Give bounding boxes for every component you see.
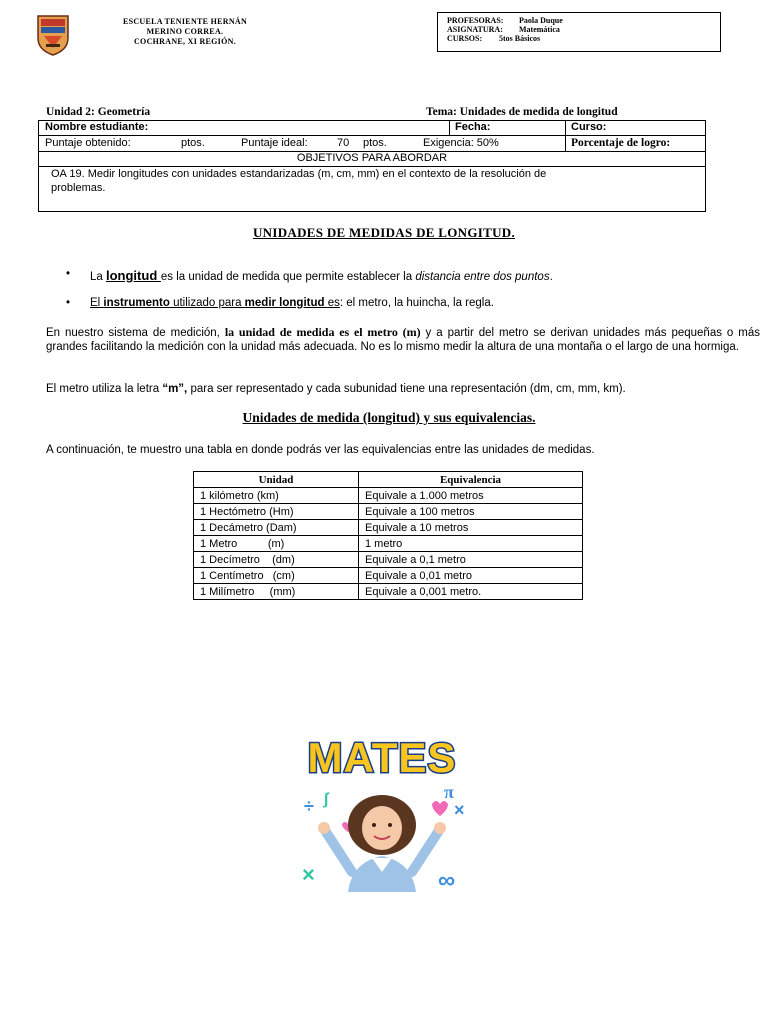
main-title: UNIDADES DE MEDIDAS DE LONGITUD. (252, 225, 516, 240)
unit-cell: 1 Metro (m) (194, 536, 359, 552)
points-unit: ptos. (363, 137, 387, 149)
table-header-row (194, 472, 583, 488)
meter-paragraph: El metro utiliza la letra “m”, para ser representado y cada subunidad tiene una representación (dm, cm, mm, km). (46, 383, 626, 395)
bullet-dot: • (66, 297, 71, 309)
ideal-score-value: 70 (337, 137, 350, 149)
student-name-label: Nombre estudiante: (45, 121, 149, 133)
equivalence-cell: Equivale a 0,01 metro (359, 568, 583, 584)
mates-illustration (282, 732, 482, 892)
course-value: 5tos Básicos (499, 34, 541, 43)
equivalence-table (193, 471, 583, 600)
table-row (194, 488, 583, 504)
header-equivalence: Equivalencia (359, 472, 583, 488)
date-label: Fecha: (455, 121, 491, 133)
table-intro: A continuación, te muestro una tabla en donde podrás ver las equivalencias entre las unidades de medidas. (46, 444, 595, 456)
equivalences-title: Unidades de medida (longitud) y sus equivalencias. (242, 410, 536, 425)
school-line: MERINO CORREA. (146, 27, 224, 36)
equivalence-cell: 1 metro (359, 536, 583, 552)
subject-value: Matemática (519, 25, 560, 34)
svg-text:∞: ∞ (438, 867, 456, 892)
unit-row (46, 106, 706, 118)
unit-cell: 1 Decámetro (Dam) (194, 520, 359, 536)
svg-text:×: × (454, 800, 465, 820)
equivalence-cell: Equivale a 10 metros (359, 520, 583, 536)
unit-label: Unidad 2: Geometría (46, 106, 151, 118)
teacher-value: Paola Duque (519, 16, 563, 25)
table-row (194, 536, 583, 552)
svg-text:×: × (302, 862, 315, 887)
table-row (194, 520, 583, 536)
student-info-table (38, 120, 706, 212)
unit-cell: 1 Milímetro (mm) (194, 584, 359, 600)
course-row (447, 34, 711, 43)
school-line: COCHRANE, XI REGIÓN. (133, 37, 236, 46)
score-obtained-label: Puntaje obtenido: (45, 137, 131, 149)
bullet-text: La longitud es la unidad de medida que permite establecer la distancia entre dos puntos. (90, 268, 553, 283)
svg-text:∫: ∫ (324, 791, 329, 808)
points-unit: ptos. (181, 137, 205, 149)
requirement-label: Exigencia: 50% (423, 137, 499, 149)
intro-paragraph: En nuestro sistema de medición, la unidad de medida es el metro (m) y a partir del metro se derivan unidades más pequeñas o más grandes facilitando la medición con la unidad más adecuada. No es lo mismo medir la altura de una montaña o el largo de una hormiga. (46, 325, 761, 353)
course-key: CURSOS: (447, 34, 483, 43)
objective-text: OA 19. Medir longitudes con unidades estandarizadas (m, cm, mm) en el contexto de la resolución de (51, 168, 547, 180)
unit-cell: 1 Centímetro (cm) (194, 568, 359, 584)
table-row (194, 552, 583, 568)
ideal-score-label: Puntaje ideal: (241, 137, 308, 149)
unit-cell: 1 Decímetro (dm) (194, 552, 359, 568)
school-logo (36, 14, 70, 56)
course-label: Curso: (571, 121, 607, 133)
equivalence-cell: Equivale a 1.000 metros (359, 488, 583, 504)
mates-title: MATES (307, 734, 457, 781)
school-name (100, 17, 270, 47)
table-row (194, 584, 583, 600)
school-line: ESCUELA TENIENTE HERNÁN (122, 17, 248, 26)
teacher-info-box (437, 12, 721, 52)
equivalence-cell: Equivale a 0,001 metro. (359, 584, 583, 600)
equivalence-cell: Equivale a 100 metros (359, 504, 583, 520)
teacher-row (447, 16, 711, 25)
objective-text-cont: problemas. (51, 182, 106, 194)
teacher-key: PROFESORAS: (447, 16, 504, 25)
bullet-text: El instrumento utilizado para medir longitud es: el metro, la huincha, la regla. (90, 297, 494, 309)
table-row (194, 504, 583, 520)
svg-text:π: π (444, 782, 454, 802)
unit-cell: 1 kilómetro (km) (194, 488, 359, 504)
subject-row (447, 25, 711, 34)
objectives-header: OBJETIVOS PARA ABORDAR (296, 152, 448, 164)
equivalence-cell: Equivale a 0,1 metro (359, 552, 583, 568)
subject-key: ASIGNATURA: (447, 25, 503, 34)
unit-cell: 1 Hectómetro (Hm) (194, 504, 359, 520)
table-row (194, 568, 583, 584)
bullet-dot: • (66, 268, 71, 280)
header-unit: Unidad (194, 472, 359, 488)
topic-label: Tema: Unidades de medida de longitud (426, 106, 618, 118)
svg-text:÷: ÷ (304, 796, 314, 816)
achievement-label: Porcentaje de logro: (571, 137, 671, 149)
